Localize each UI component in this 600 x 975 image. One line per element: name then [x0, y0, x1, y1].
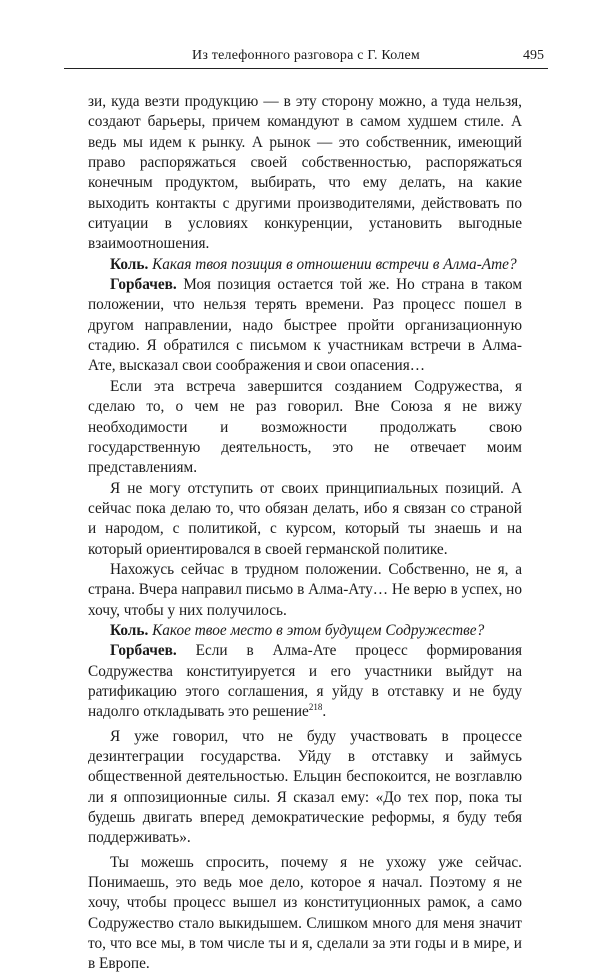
page-number: 495 [523, 48, 544, 63]
question-paragraph [88, 255, 522, 275]
question-text: Какая твоя позиция в отношении встречи в Алма-Ате? [152, 255, 517, 273]
speaker-label: Горбачев. [110, 276, 177, 294]
answer-paragraph [88, 275, 522, 377]
paragraph [88, 727, 522, 849]
paragraph [88, 560, 522, 621]
speaker-label: Горбачев. [110, 642, 177, 660]
paragraph-text: Я не могу отступить от своих принципиальных позиций. А сейчас пока делаю то, что обязан делать, ибо я связан со страной и народом, с политикой, с курсом, который ты знаешь и на который ориентировался в своей германской политике. [88, 479, 522, 558]
paragraph-text: зи, куда везти продукцию — в эту сторону можно, а туда нельзя, создают барьеры, причем командуют в самом худшем стиле. А ведь мы идем к рынку. А рынок — это собственник, имеющий право распоряжаться своей собственностью, распоряжаться конечным продуктом, выбирать, что ему делать, на какие выходить контакты с другими производителями, действовать по ситуации в условиях конкуренции, установить выгодные взаимоотношения. [88, 93, 522, 253]
paragraph [88, 479, 522, 560]
speaker-label: Коль. [110, 255, 149, 273]
paragraph-tail: . [322, 703, 327, 721]
answer-paragraph [88, 641, 522, 722]
paragraph [88, 853, 522, 975]
paragraph [88, 92, 522, 255]
paragraph-text: Если в Алма-Ате процесс формирования Содружества конституируется и его участники выйдут на ратификацию этого соглашения, я уйду в отставку и не буду надолго откладывать это решение [88, 642, 522, 721]
question-text: Какое твое место в этом будущем Содружестве? [152, 621, 485, 639]
body-text [88, 92, 522, 975]
paragraph [88, 377, 522, 479]
paragraph-text: Моя позиция остается той же. Но страна в таком положении, что нельзя терять времени. Раз процесс пошел в другом направлении, надо быстрее пройти организационную стадию. Я обратился с письмом к участникам встречи в Алма-Ате, высказал свои соображения и свои опасения… [88, 276, 522, 375]
paragraph-text: Нахожусь сейчас в трудном положении. Собственно, не я, а страна. Вчера направил письмо в Алма-Ату… Не верю в успех, но хочу, чтобы у них получилось. [88, 560, 522, 619]
paragraph-text: Ты можешь спросить, почему я не ухожу уже сейчас. Понимаешь, это ведь мое дело, которое я начал. Поэтому я не хочу, чтобы процесс вышел из конституционных рамок, а само Содружество стало выкидышем. Слишком много для меня значит то, что все мы, в том числе ты и я, сделали за эти годы и в мире, и в Европе. [88, 853, 522, 973]
speaker-label: Коль. [110, 621, 149, 639]
question-paragraph [88, 621, 522, 641]
running-title: Из телефонного разговора с Г. Колем [192, 48, 420, 63]
footnote-marker[interactable]: 218 [308, 702, 323, 713]
paragraph-text: Если эта встреча завершится созданием Содружества, я сделаю то, о чем не раз говорил. Вне Союза я не вижу необходимости и возможности продолжать свою государственную деятельность, это не отвечает моим представлениям. [88, 377, 522, 477]
running-header [64, 46, 548, 69]
paragraph-text: Я уже говорил, что не буду участвовать в процессе дезинтеграции государства. Уйду в отставку и займусь общественной деятельностью. Ельцин беспокоится, не возглавлю ли я оппозиционные силы. Я сказал ему: «До тех пор, пока ты будешь двигать вперед демократические реформы, я буду тебя поддерживать». [88, 727, 522, 847]
